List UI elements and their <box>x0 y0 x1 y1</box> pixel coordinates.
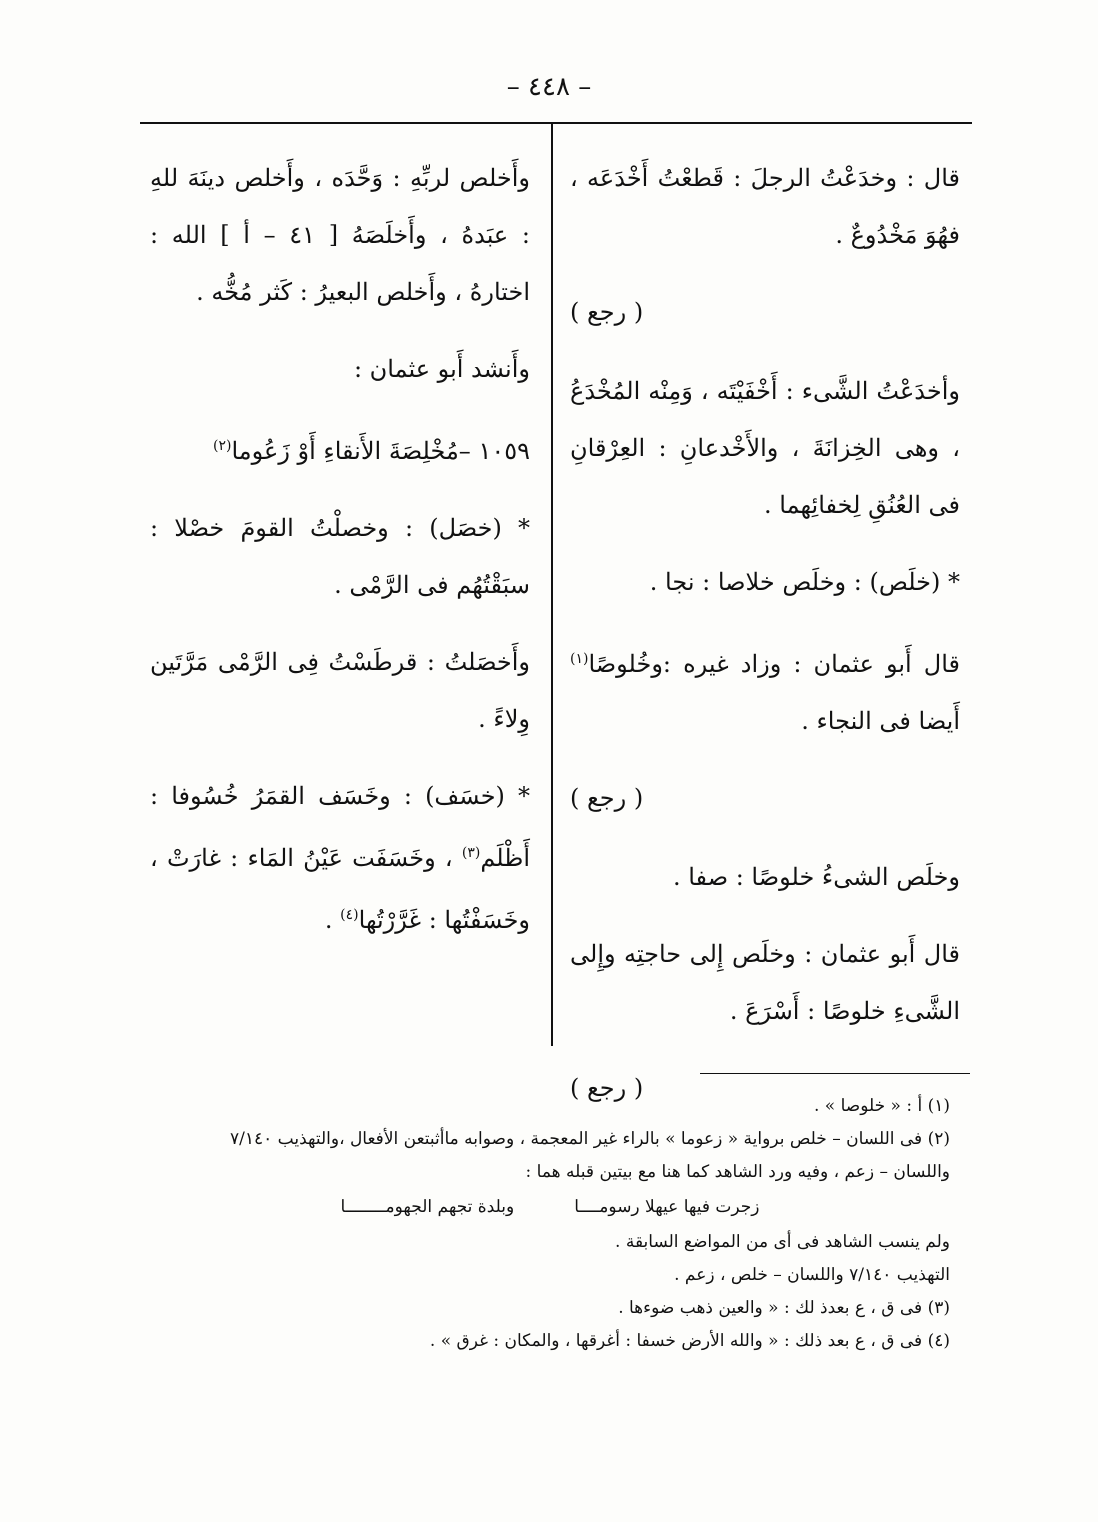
ref-marker: ( رجع ) <box>570 298 644 326</box>
poem-hemistich: زجرت فيها عيهلا رسومــــا <box>574 1197 760 1217</box>
paragraph: وخلَص الشىءُ خلوصًا : صفا . <box>672 863 960 891</box>
paragraph: قال : وخدَعْتُ الرجلَ : قَطعْتُ أَخْدَعَه ، فهُوَ مَخْدُوعٌ . <box>570 164 960 249</box>
page-number: – ٤٤٨ – <box>506 72 592 102</box>
entry-khalas: * (خلَص) : وخلَص خلاصا : نجا . <box>649 568 960 596</box>
verse-text: ١٠٥٩ –مُخْلِصَةَ الأَنقاءِ أَوْ زَعُوما <box>231 437 530 465</box>
footnote: واللسان – زعم ، وفيه ورد الشاهد كما هنا مع بيتين قبله هما : <box>525 1162 950 1182</box>
paragraph: وأَنشد أَبو عثمان : <box>353 355 530 383</box>
footnote: (١) أ : « خلوصا » . <box>813 1096 950 1116</box>
paragraph-text: * (خسَف) : وخَسَف القمَرُ خُسُوفا : أَظْلَم <box>150 782 530 872</box>
paragraph-text: . <box>324 906 341 934</box>
paragraph <box>570 631 960 750</box>
ref-marker: ( رجع ) <box>570 784 644 812</box>
paragraph: وأَخصَلتُ : قرطَسْتُ فِى الرَّمْى مَرَّتَين وِلاءً . <box>150 648 530 733</box>
footnote: ولم ينسب الشاهد فى أى من المواضع السابقة . <box>615 1232 950 1252</box>
verse-line <box>150 418 530 480</box>
footnote-ref: (٤) <box>340 907 359 923</box>
right-column <box>570 150 960 1139</box>
footnote-poem <box>150 1191 950 1224</box>
paragraph: وأخدَعْتُ الشَّىء : أَخْفَيْتَه ، وَمِنْه المُخْدَعُ ، وهى الخِزانَةَ ، والأَخْدعانِ : العِرْقانِ فى العُنُقِ لِخفائِهما . <box>570 377 960 519</box>
paragraph: وأَخلص لربِّهِ : وَحَّدَه ، وأَخلص دينَهَ للهِ : عبَدهُ ، وأَخلَصَهُ [ ٤١ – أ ] الله : اختارهُ ، وأَخلص البعيرُ : كَثر مُخُّه . <box>150 164 531 306</box>
footnote: (٢) فى اللسان – خلص برواية « زعوما » بالراء غير المعجمة ، وصوابه ماأثبتعن الأفعال ،والتهذيب ٧/١٤٠ <box>229 1129 950 1149</box>
header-rule <box>140 122 972 124</box>
paragraph-text: ، وخَسَفَت عَيْنُ المَاء : غارَتْ ، وخَسَفْتُها : غَرَّرْتُها <box>150 844 530 934</box>
footnotes <box>150 1090 950 1358</box>
footnote-ref: (٢) <box>212 438 232 454</box>
entry-khasal: * (خصَل) : وخصلْتُ القومَ خصْلا : سبَقْتُهُم فى الرَّمْى . <box>150 514 530 599</box>
footnote-rule <box>700 1073 970 1074</box>
paragraph-text: قال أَبو عثمان : وزاد غيره :وخُلوصًا <box>588 650 960 678</box>
column-divider <box>551 124 553 1046</box>
entry-khasaf <box>150 768 530 949</box>
ref-marker: ( رجع ) <box>570 1074 644 1102</box>
footnote: التهذيب ٧/١٤٠ واللسان – خلص ، زعم . <box>674 1265 950 1285</box>
footnote: (٤) فى ق ، ع بعد ذلك : « والله الأرض خسفا : أغرقها ، والمكان : غرق » . <box>429 1331 950 1351</box>
footnote: (٣) فى ق ، ع بعدذ لك : « والعين ذهب ضوءها . <box>618 1298 950 1318</box>
left-column <box>150 150 530 969</box>
footnote-ref: (١) <box>570 651 589 667</box>
poem-hemistich: وبلدة تجهم الجهومــــــــا <box>340 1197 515 1217</box>
footnote-ref: (٣) <box>461 845 481 861</box>
paragraph-text: أَيضا فى النجاء . <box>801 707 960 735</box>
paragraph: قال أَبو عثمان : وخلَص إِلى حاجتِه وإِلى الشَّىءِ خلوصًا : أَسْرَعَ . <box>570 940 960 1025</box>
